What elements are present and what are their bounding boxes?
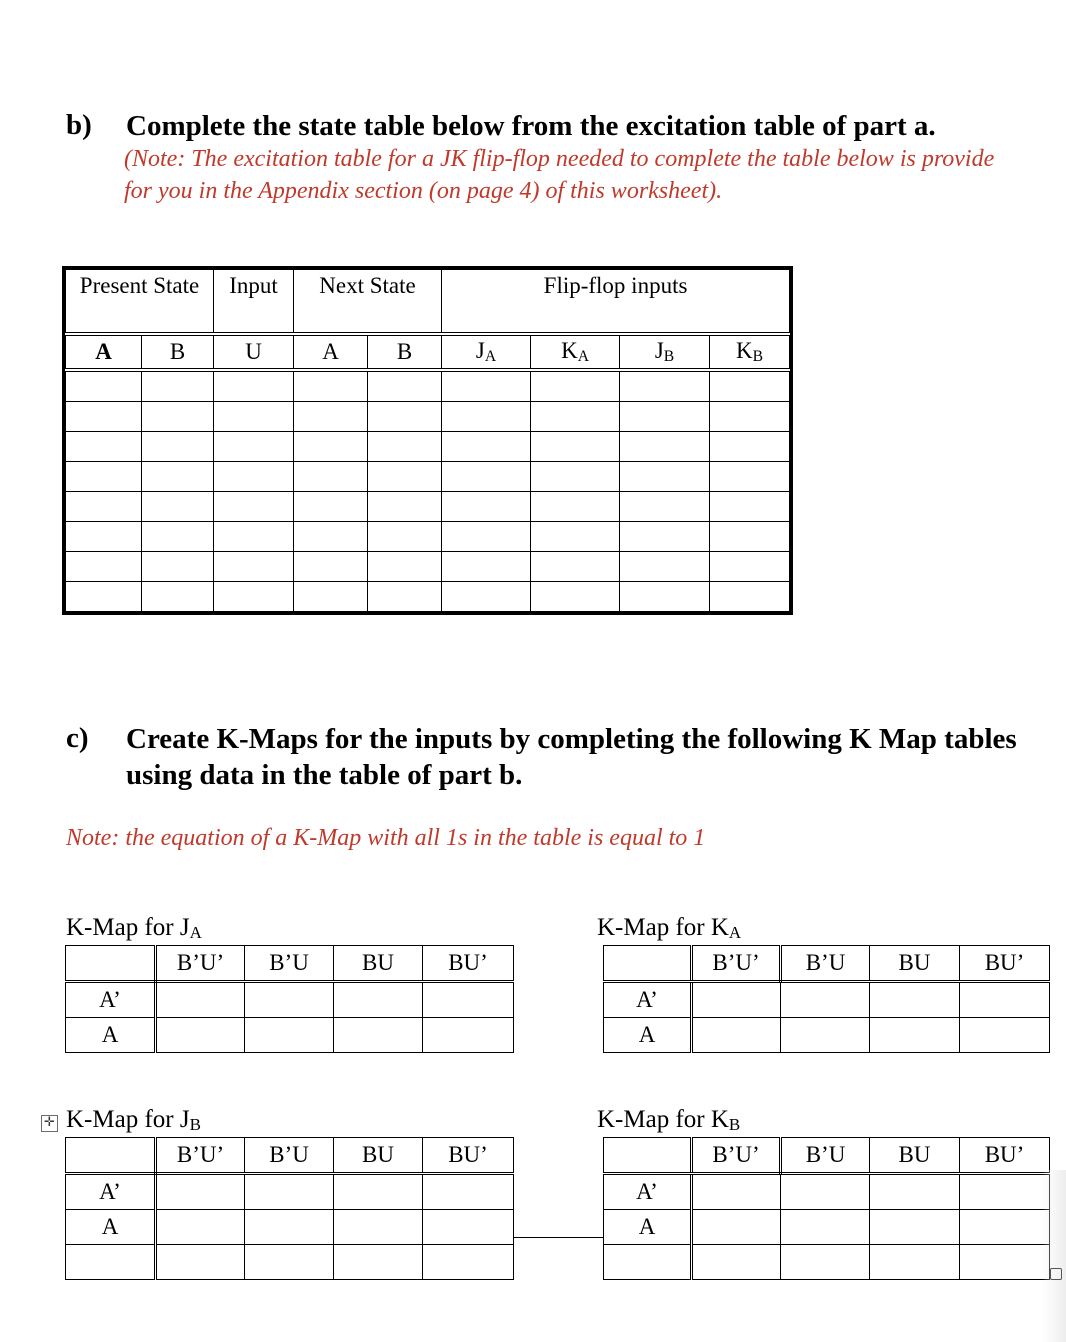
kmap-jb-label: K-Map for $J_B$ [66,1106,201,1135]
state-table-cell[interactable] [66,522,142,552]
kmap-row-header: A’ [604,982,692,1018]
state-table-cell[interactable] [66,402,142,432]
kmap-cell[interactable] [692,1018,781,1053]
kmap-ka-label: K-Map for $K_A$ [597,914,742,943]
state-table-cell[interactable] [442,522,531,552]
state-table-cell[interactable] [294,552,368,582]
state-table-cell[interactable] [66,432,142,462]
state-table-cell[interactable] [620,370,710,402]
state-table-cell[interactable] [442,462,531,492]
state-table-cell[interactable] [66,492,142,522]
state-table-cell[interactable] [620,402,710,432]
kmap-row-header: A [604,1018,692,1053]
state-table-cell[interactable] [531,582,620,612]
kmap-cell[interactable] [156,1210,245,1245]
section-c-title-line2: using data in the table of part b. [126,759,523,791]
kmap-col-header: B’U [245,1138,334,1174]
state-table-cell[interactable] [710,370,790,402]
kmap-cell[interactable] [870,1210,960,1245]
kmap-cell[interactable] [423,1210,514,1245]
kmap-row-header: A’ [66,1174,156,1210]
state-table-cell[interactable] [442,492,531,522]
kmap-col-header: B’U [245,946,334,982]
state-table-cell[interactable] [294,462,368,492]
state-table-cell[interactable] [368,552,442,582]
kmap-cell[interactable] [156,1018,245,1053]
state-table-cell[interactable] [620,492,710,522]
state-table-cell[interactable] [710,522,790,552]
state-table-row [66,582,790,612]
kmap-ja-label: K-Map for $J_A$ [66,914,202,943]
kmap-cell[interactable] [692,1245,781,1280]
state-table-cell[interactable] [294,582,368,612]
kmap-col-header: B’U’ [156,946,245,982]
kmap-corner-cell [66,1138,156,1174]
state-table-cell[interactable] [294,402,368,432]
kmap-cell[interactable] [960,1174,1050,1210]
state-table-cell[interactable] [531,370,620,402]
state-table-cell[interactable] [142,492,214,522]
kmap-cell[interactable] [334,1210,423,1245]
kmap-col-header: B’U’ [692,946,781,982]
kmap-cell[interactable] [334,982,423,1018]
section-c-title-line1: Create K-Maps for the inputs by completing the following K Map tables [126,723,1017,755]
kmap-col-header: BU’ [423,1138,514,1174]
state-table-cell[interactable] [531,522,620,552]
state-table-cell[interactable] [294,492,368,522]
state-table-cell[interactable] [442,402,531,432]
kmap-col-header: B’U [781,946,870,982]
state-table-row [66,522,790,552]
state-table-group-header-row [66,270,790,335]
kmap-jb-table [65,1137,514,1280]
kmap-col-header: B’U’ [156,1138,245,1174]
kmap-cell[interactable] [245,1018,334,1053]
state-table-row [66,552,790,582]
state-table-cell[interactable] [368,522,442,552]
col-header: B [142,334,214,370]
kmap-cell[interactable] [960,982,1050,1018]
state-table-cell[interactable] [710,432,790,462]
col-header: A [66,334,142,370]
kmap-cell[interactable] [781,1245,870,1280]
col-header: B [368,334,442,370]
kmap-extra-row-header [604,1245,692,1280]
state-table-cell[interactable] [368,370,442,402]
state-table-cell[interactable] [214,492,294,522]
state-table-cell[interactable] [294,522,368,552]
state-table-cell[interactable] [531,462,620,492]
kmap-cell[interactable] [156,1245,245,1280]
state-table-cell[interactable] [368,492,442,522]
kmap-row-header: A’ [604,1174,692,1210]
kmap-cell[interactable] [781,1174,870,1210]
kmap-cell[interactable] [245,1174,334,1210]
col-header: $K_B$ [710,334,790,370]
state-table-cell[interactable] [214,432,294,462]
kmap-cell[interactable] [334,1245,423,1280]
col-header: $J_B$ [620,334,710,370]
flip-flop-inputs-header: Flip-flop inputs [442,270,790,335]
section-b-note-line1: (Note: The excitation table for a JK flip-flop needed to complete the table below is provide [124,146,995,172]
state-table-cell[interactable] [214,462,294,492]
col-header: $J_A$ [442,334,531,370]
kmap-cell[interactable] [870,1174,960,1210]
state-table-cell[interactable] [294,370,368,402]
section-c-letter: c) [66,722,89,754]
kmap-cell[interactable] [870,1018,960,1053]
state-table-row [66,432,790,462]
kmap-row-header: A’ [66,982,156,1018]
kmap-cell[interactable] [781,982,870,1018]
state-table-cell[interactable] [710,552,790,582]
kmap-row-header: A [604,1210,692,1245]
section-c-note: Note: the equation of a K-Map with all 1s in the table is equal to 1 [66,825,706,851]
col-header: A [294,334,368,370]
state-table-cell[interactable] [710,492,790,522]
state-table-cell[interactable] [368,402,442,432]
kmap-ka-table [603,945,1050,1053]
kmap-cell[interactable] [423,1174,514,1210]
next-state-header: Next State [294,270,442,335]
state-table-cell[interactable] [620,552,710,582]
state-table-cell[interactable] [142,552,214,582]
state-table-cell[interactable] [66,582,142,612]
kmap-cell[interactable] [960,1210,1050,1245]
kmap-cell[interactable] [245,1245,334,1280]
state-table-cell[interactable] [442,582,531,612]
state-table-row [66,402,790,432]
kmap-extra-row-header [66,1245,156,1280]
kmap-col-header: BU [870,1138,960,1174]
state-table-cell[interactable] [66,462,142,492]
kmap-cell[interactable] [156,982,245,1018]
state-table-cell[interactable] [214,402,294,432]
kmap-cell[interactable] [423,982,514,1018]
table-move-handle-icon[interactable]: ✛ [41,1115,58,1132]
state-table-cell[interactable] [620,432,710,462]
kmap-col-header: BU’ [960,1138,1050,1174]
section-b-title: Complete the state table below from the excitation table of part a. [126,110,936,142]
kmap-cell[interactable] [692,982,781,1018]
state-table-cell[interactable] [531,492,620,522]
kmap-col-header: BU [334,946,423,982]
state-table-cell[interactable] [442,552,531,582]
state-table-cell[interactable] [142,402,214,432]
state-table-cell[interactable] [442,370,531,402]
state-table-cell[interactable] [142,582,214,612]
state-table-cell[interactable] [442,432,531,462]
state-table-row [66,462,790,492]
kmap-cell[interactable] [960,1245,1050,1280]
kmap-cell[interactable] [334,1018,423,1053]
state-table-cell[interactable] [620,462,710,492]
kmap-cell[interactable] [870,982,960,1018]
present-state-header: Present State [66,270,214,335]
kmap-cell[interactable] [960,1018,1050,1053]
kmap-cell[interactable] [423,1245,514,1280]
kmap-col-header: BU [870,946,960,982]
state-table-cell[interactable] [368,462,442,492]
state-table-cell[interactable] [294,432,368,462]
kmap-cell[interactable] [334,1174,423,1210]
kmap-cell[interactable] [692,1174,781,1210]
state-table [65,269,790,612]
kmap-col-header: B’U [781,1138,870,1174]
state-table-cell[interactable] [214,552,294,582]
col-header: $K_A$ [531,334,620,370]
kmap-row-header: A [66,1210,156,1245]
kmap-cell[interactable] [692,1210,781,1245]
state-table-cell[interactable] [66,552,142,582]
state-table-cell[interactable] [214,370,294,402]
kmap-corner-cell [66,946,156,982]
kmap-col-header: B’U’ [692,1138,781,1174]
kmap-corner-cell [604,946,692,982]
state-table-cell[interactable] [620,522,710,552]
kmap-row-header: A [66,1018,156,1053]
state-table-cell[interactable] [531,552,620,582]
state-table-cell[interactable] [142,370,214,402]
kmap-cell[interactable] [781,1018,870,1053]
page-edge-shadow [1042,1170,1066,1342]
kmap-col-header: BU [334,1138,423,1174]
state-table-cell[interactable] [142,432,214,462]
state-table-cell[interactable] [368,432,442,462]
state-table-cell[interactable] [368,582,442,612]
state-table-cell[interactable] [66,370,142,402]
table-connector-line [513,1237,603,1238]
kmap-cell[interactable] [870,1245,960,1280]
kmap-ja-table [65,945,514,1053]
kmap-col-header: BU’ [423,946,514,982]
kmap-cell[interactable] [245,1210,334,1245]
state-table-column-header-row [66,334,790,370]
state-table-cell[interactable] [620,582,710,612]
kmap-col-header: BU’ [960,946,1050,982]
section-b-letter: b) [66,109,92,141]
kmap-cell[interactable] [156,1174,245,1210]
state-table-cell[interactable] [214,522,294,552]
state-table-cell[interactable] [531,432,620,462]
section-b-note-line2: for you in the Appendix section (on page 4) of this worksheet). [124,178,723,204]
state-table-cell[interactable] [214,582,294,612]
kmap-kb-label: K-Map for $K_B$ [597,1106,741,1135]
kmap-cell[interactable] [781,1210,870,1245]
state-table-cell[interactable] [142,462,214,492]
kmap-cell[interactable] [423,1018,514,1053]
state-table-row [66,492,790,522]
table-resize-handle-icon[interactable] [1050,1268,1062,1280]
state-table-cell[interactable] [710,582,790,612]
state-table-cell[interactable] [142,522,214,552]
kmap-cell[interactable] [245,982,334,1018]
state-table-cell[interactable] [531,402,620,432]
kmap-kb-table [603,1137,1050,1280]
state-table-body [66,370,790,612]
state-table-cell[interactable] [710,462,790,492]
state-table-row [66,370,790,402]
state-table-cell[interactable] [710,402,790,432]
col-header: U [214,334,294,370]
input-header: Input [214,270,294,335]
kmap-corner-cell [604,1138,692,1174]
